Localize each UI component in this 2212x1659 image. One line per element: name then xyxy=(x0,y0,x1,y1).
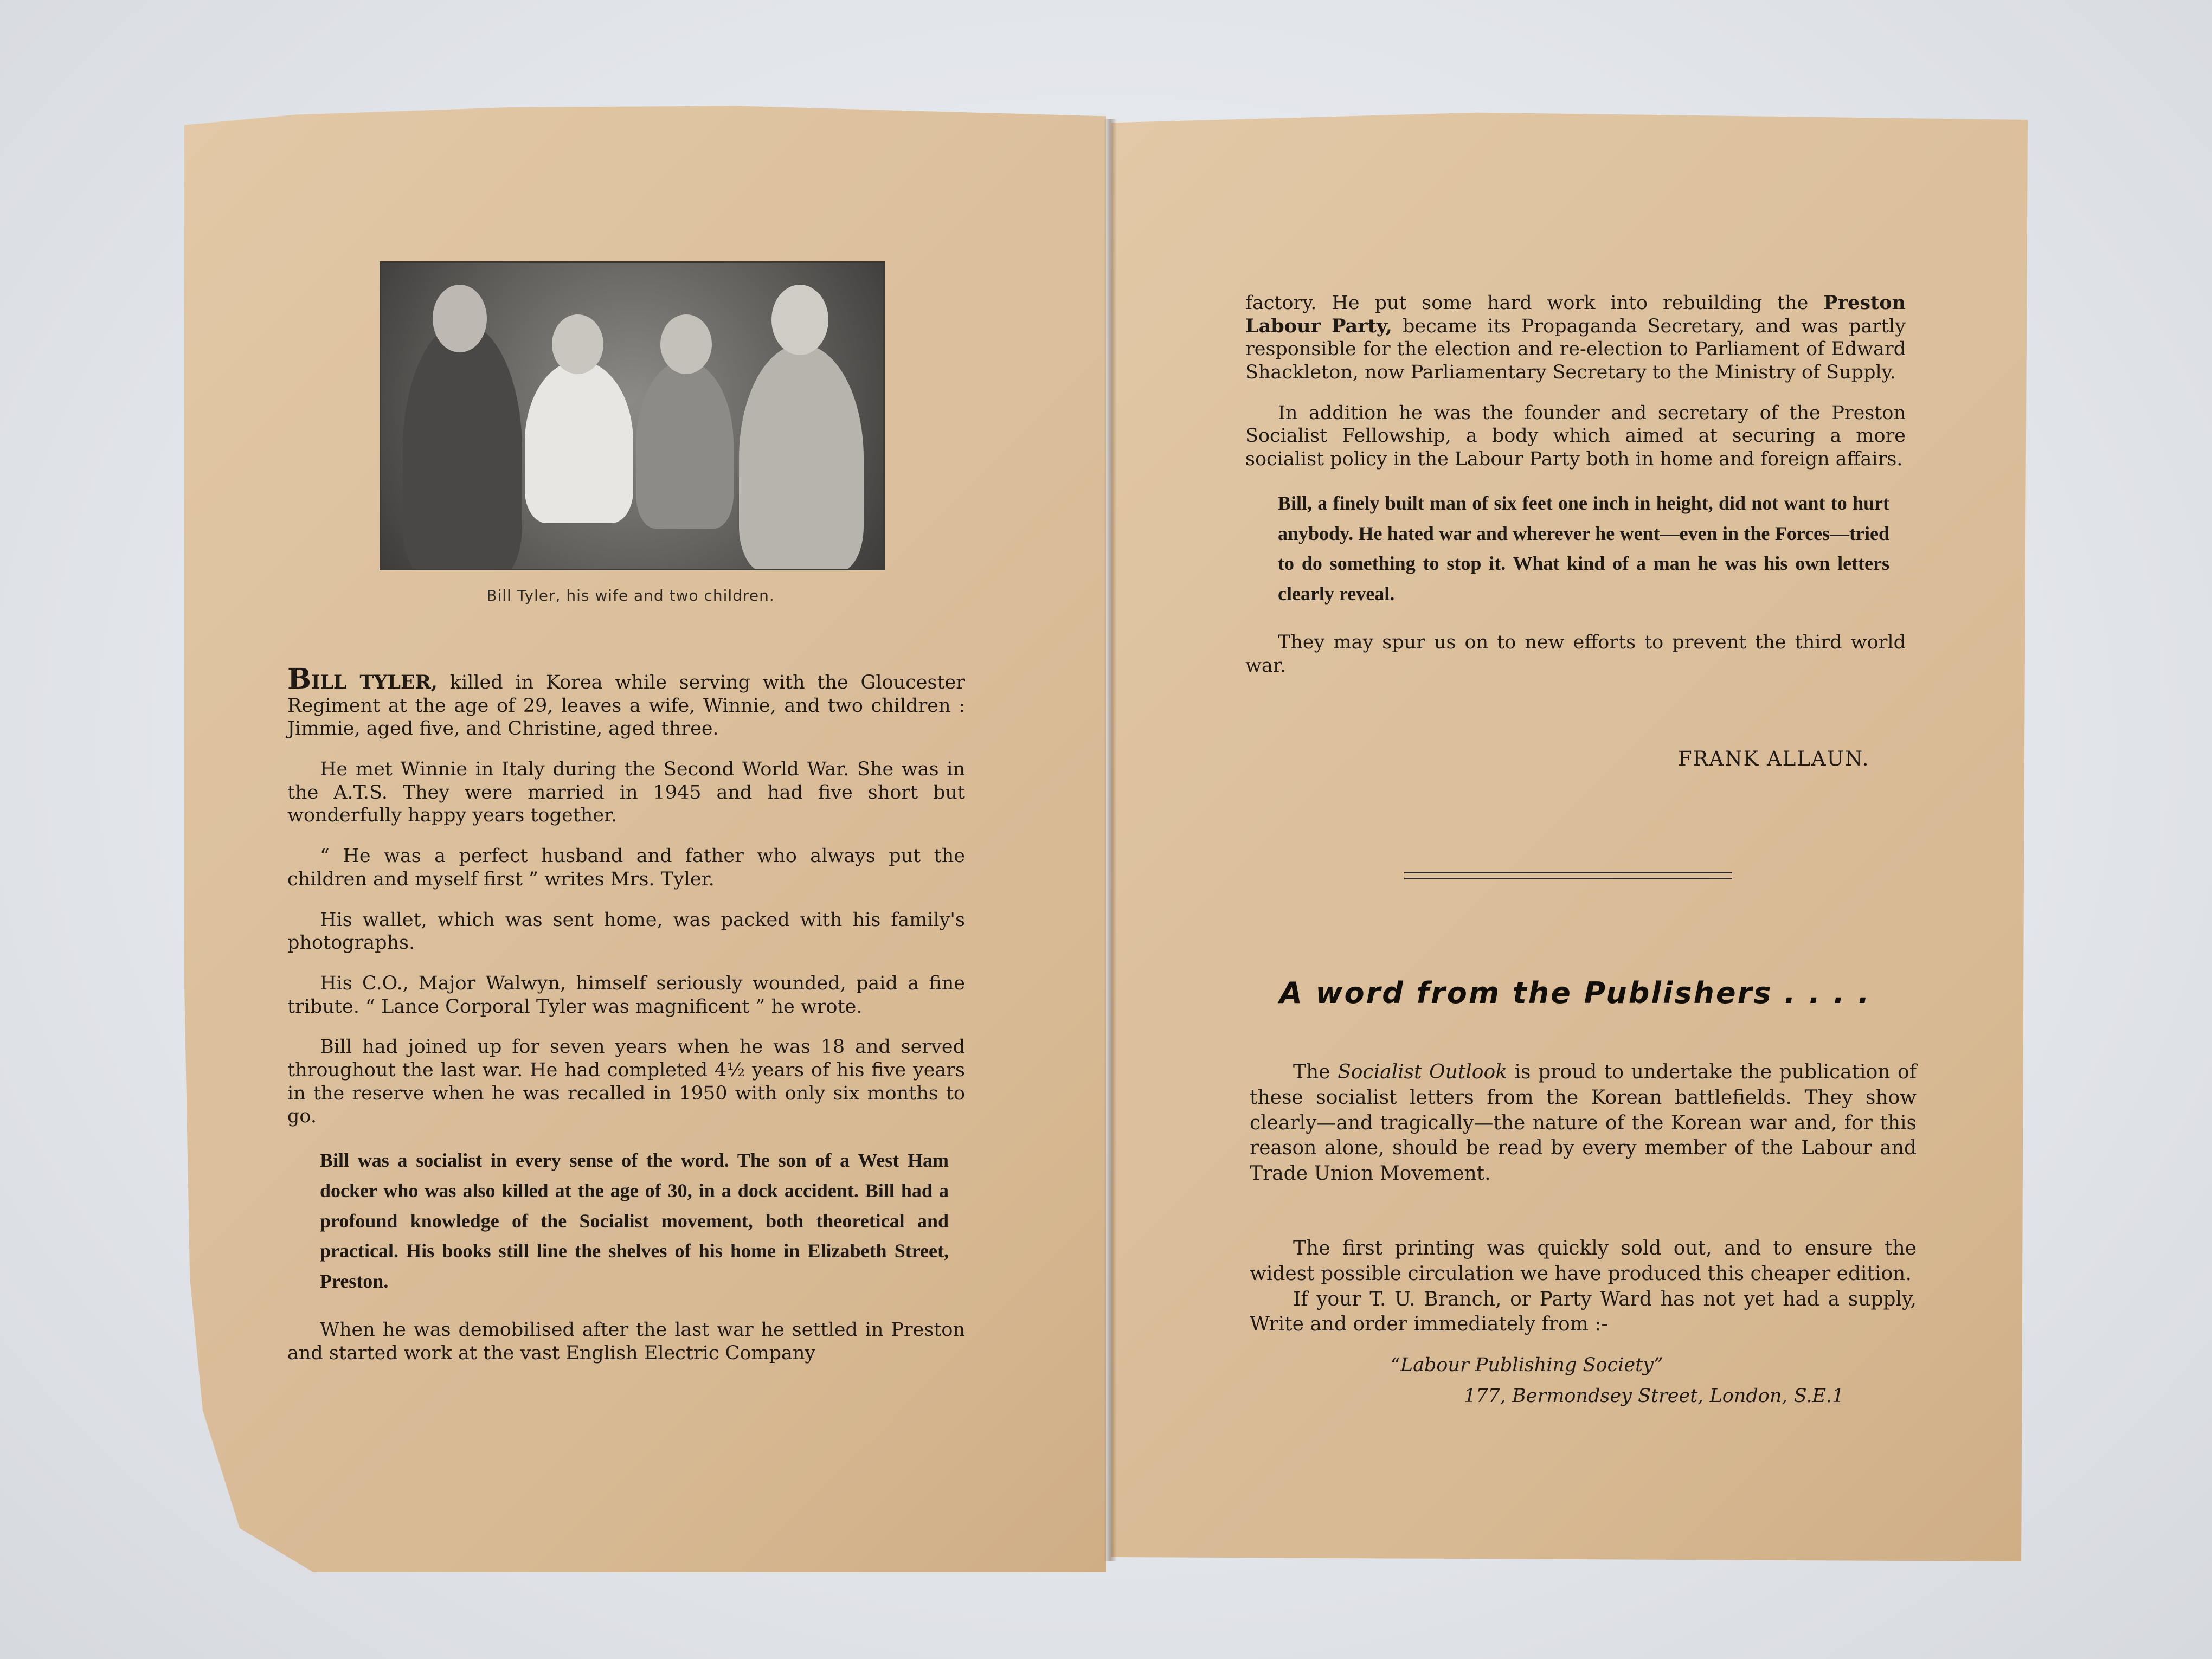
paragraph: Bill had joined up for seven years when he was 18 and served throughout the last war. He had completed 4½ years of his five years in the reserve when he was recalled in 1950 with only six months to go. xyxy=(287,1036,965,1128)
publishers-note-2 xyxy=(1250,1236,1917,1338)
preston-labour-party: Preston Labour Party, xyxy=(1245,292,1906,337)
continued-text-start: factory. He put some hard work into rebuilding the xyxy=(1245,292,1824,314)
paragraph: In addition he was the founder and secretary of the Preston Socialist Fellowship, a body which aimed at securing a more socialist policy in the Labour Party both in home and foreign affairs. xyxy=(1245,402,1906,471)
signature: FRANK ALLAUN. xyxy=(1678,747,1870,770)
paragraph: “ He was a perfect husband and father who always put the children and myself first ” writes Mrs. Tyler. xyxy=(287,845,965,890)
paragraph: He met Winnie in Italy during the Second World War. She was in the A.T.S. They were married in 1945 and had five short but wonderfully happy years together. xyxy=(287,758,965,827)
pub-text-start: The xyxy=(1293,1061,1338,1083)
publishers-note xyxy=(1250,1060,1917,1187)
lead-name: ILL TYLER, xyxy=(311,671,438,693)
family-photograph xyxy=(380,261,885,570)
publishers-heading: A word from the Publishers . . . . xyxy=(1279,976,1871,1010)
paragraph: His C.O., Major Walwyn, himself seriously wounded, paid a fine tribute. “ Lance Corporal Tyler was magnificent ” he wrote. xyxy=(287,972,965,1018)
publication-title: Socialist Outlook xyxy=(1338,1061,1507,1083)
continued-paragraph xyxy=(1245,292,1906,384)
photo-caption: Bill Tyler, his wife and two children. xyxy=(486,587,775,605)
publishers-paragraph: If your T. U. Branch, or Party Ward has not yet had a supply, Write and order immediately from :- xyxy=(1250,1288,1917,1336)
drop-cap: B xyxy=(287,663,311,696)
address-name: “Labour Publishing Society” xyxy=(1391,1354,1663,1376)
continued-text-end: became its Propaganda Secretary, and was partly responsible for the election and re-election to Parliament of Edward Shackleton, now Parliamentary Secretary to the Ministry of Supply. xyxy=(1245,315,1906,384)
address-street: 177, Bermondsey Street, London, S.E.1 xyxy=(1464,1385,1844,1407)
pub-text-end: is proud to undertake the publication of these socialist letters from the Korean battlefields. They show clearly—and tragically—the nature of the Korean war and, for this reason alone, should be read by every member of the Labour and Trade Union Movement. xyxy=(1250,1061,1917,1185)
final-paragraph: When he was demobilised after the last war he settled in Preston and started work at the vast English Electric Company xyxy=(287,1319,965,1364)
bold-paragraph: Bill, a finely built man of six feet one inch in height, did not want to hurt anybody. He hated war and wherever he went—even in the Forces—tried to do something to stop it. What kind of a man he was his own letters clearly reveal. xyxy=(1278,492,1889,605)
divider-rule xyxy=(1404,872,1732,879)
right-article xyxy=(1245,292,1906,695)
page-spine xyxy=(1104,119,1117,1561)
publishers-paragraph: The first printing was quickly sold out, and to ensure the widest possible circulation we have produced this cheaper edition. xyxy=(1250,1237,1917,1285)
intro-paragraph xyxy=(287,663,965,741)
left-article xyxy=(287,663,965,1382)
publishers-paragraph xyxy=(1250,1060,1917,1187)
paragraph: They may spur us on to new efforts to prevent the third world war. xyxy=(1245,632,1906,677)
bold-paragraph: Bill was a socialist in every sense of the word. The son of a West Ham docker who was also killed at the age of 30, in a dock accident. Bill had a profound knowledge of the Socialist movement, both theoretical and practical. His books still line the shelves of his home in Elizabeth Street, Preston. xyxy=(320,1149,949,1293)
paragraph: His wallet, which was sent home, was packed with his family's photographs. xyxy=(287,909,965,954)
intro-text: killed in Korea while serving with the Gloucester Regiment at the age of 29, leaves a wife, Winnie, and two children : Jimmie, aged five, and Christine, aged three. xyxy=(287,672,965,740)
